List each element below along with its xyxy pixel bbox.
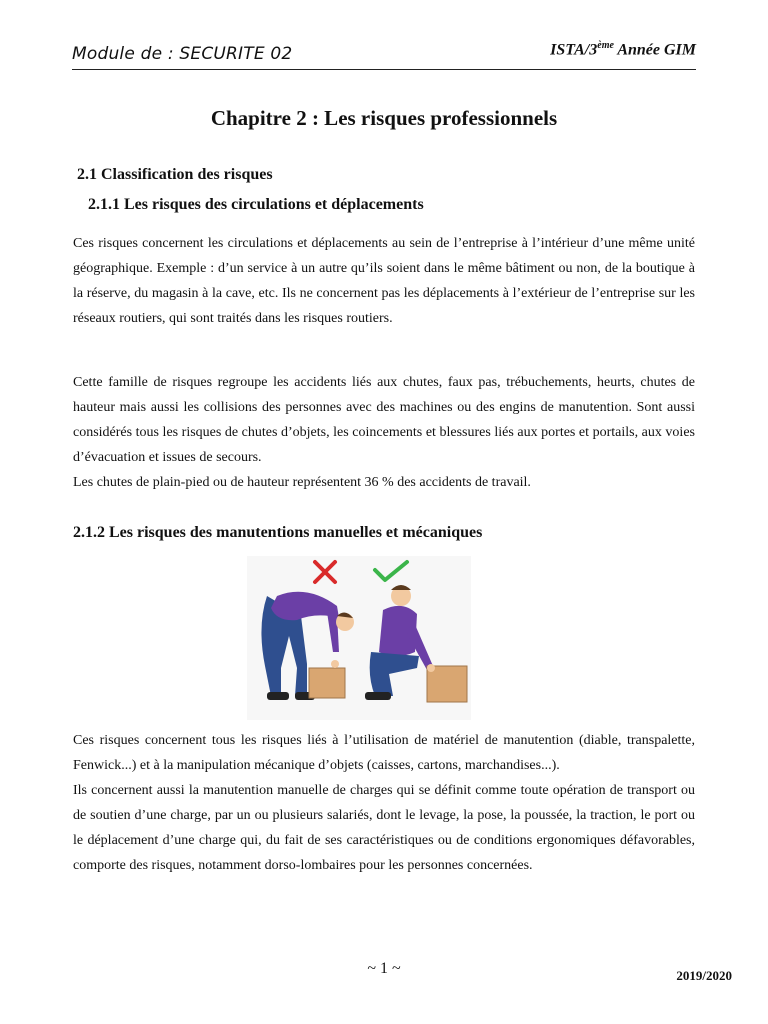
section-heading-2-1-1: 2.1.1 Les risques des circulations et déplacements xyxy=(88,196,424,213)
lifting-posture-illustration xyxy=(247,556,471,720)
school-label: ISTA/3ème Année GIM xyxy=(550,40,696,59)
header-rule xyxy=(72,69,696,70)
page-number: ~ 1 ~ xyxy=(367,960,401,977)
section-heading-2-1-2: 2.1.2 Les risques des manutentions manuelles et mécaniques xyxy=(73,524,483,541)
paragraph-handling-equipment: Ces risques concernent tous les risques liés à l’utilisation de matériel de manutention (diable, transpalette, Fenwick...) et à la manipulation mécanique d’objets (caisses, cartons, marchandises...). Ils concernent aussi la manutention manuelle de charges qui se définit comme toute opération de transport ou de soutien d’une charge, par un ou plusieurs salariés, dont le levage, la pose, la poussée, la traction, le port ou le déplacement d’une charge qui, du fait de ses caractéristiques ou de conditions ergonomiques défavorables, comporte des risques, notamment dorso-lombaires pour les personnes concernées. xyxy=(73,733,695,873)
paragraph-falls: Cette famille de risques regroupe les accidents liés aux chutes, faux pas, trébuchements, heurts, chutes de hauteur mais aussi les collisions des personnes avec des machines ou des engins de manutention. Sont aussi considérés tous les risques de chutes d’objets, les coincements et blessures liés aux portes et portails, aux voies d’évacuation et issues de secours. Les chutes de plain-pied ou de hauteur représentent 36 % des accidents de travail. xyxy=(73,375,695,490)
academic-year: 2019/2020 xyxy=(676,968,732,983)
section-heading-2-1: 2.1 Classification des risques xyxy=(77,166,273,183)
paragraph-circulations: Ces risques concernent les circulations et déplacements au sein de l’entreprise à l’intérieur d’une même unité géographique. Exemple : d’un service à un autre qu’ils soient dans le même bâtiment ou non, de la boutique à la réserve, du magasin à la cave, etc. Ils ne concernent pas les déplacements à l’extérieur de l’entreprise sur les réseaux routiers, qui sont traités dans les risques routiers. xyxy=(73,236,695,326)
module-title: Module de : SECURITE 02 xyxy=(72,44,293,64)
page-header xyxy=(72,38,696,70)
chapter-title: Chapitre 2 : Les risques professionnels xyxy=(210,106,558,130)
